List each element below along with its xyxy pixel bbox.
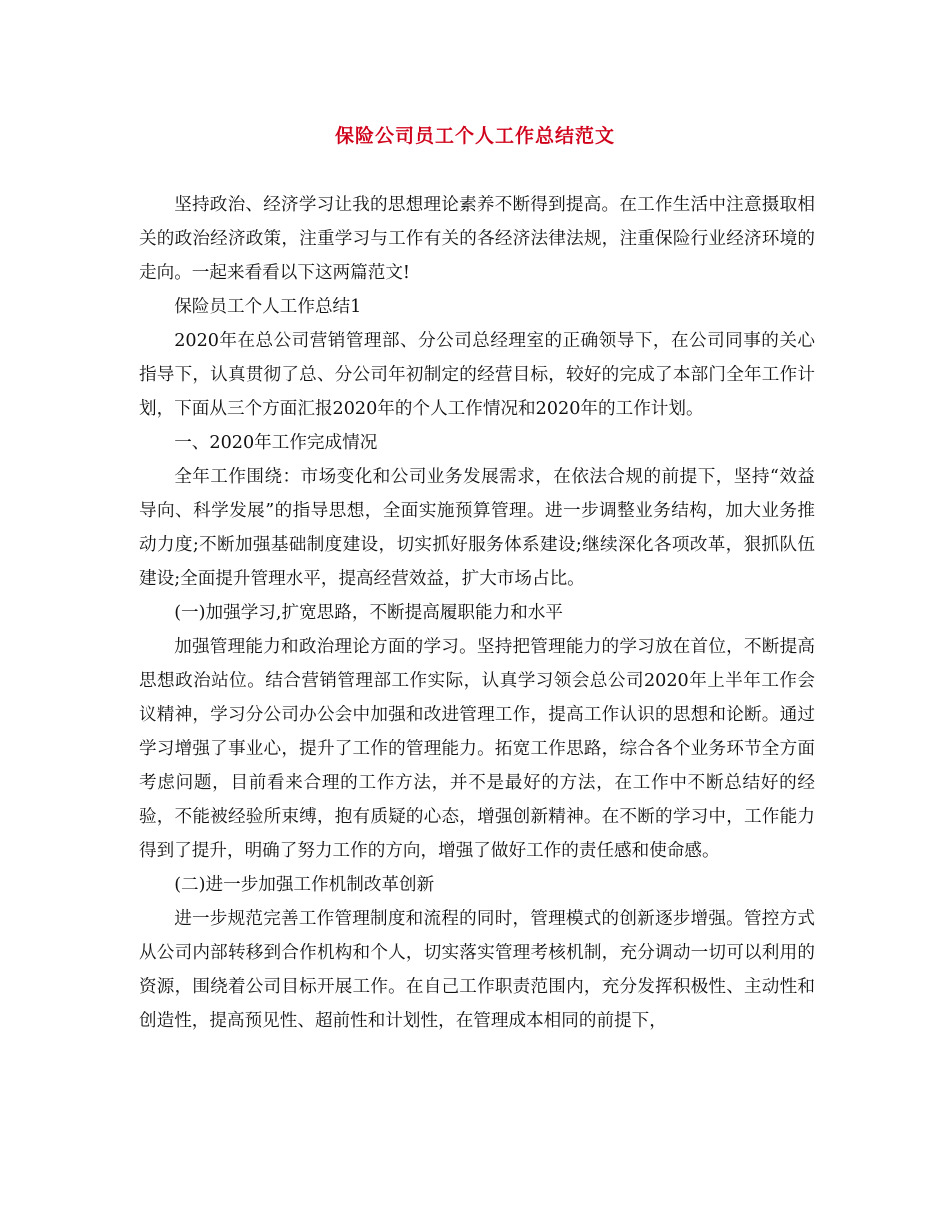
paragraph: 全年工作围绕：市场变化和公司业务发展需求，在依法合规的前提下，坚持“效益导向、科学发展”的指导思想，全面实施预算管理。进一步调整业务结构，加大业务推动力度;不断加强基础制度建设，切实抓好服务体系建设;继续深化各项改革，狠抓队伍建设;全面提升管理水平，提高经营效益，扩大市场占比。	[139, 467, 815, 589]
paragraph-heading-1: 一、2020年工作完成情况	[174, 433, 378, 453]
paragraph: 进一步规范完善工作管理制度和流程的同时，管理模式的创新逐步增强。管控方式从公司内部转移到合作机构和个人，切实落实管理考核机制，充分调动一切可以利用的资源，围绕着公司目标开展工作。在自己工作职责范围内，充分发挥积极性、主动性和创造性，提高预见性、超前性和计划性，在管理成本相同的前提下，	[139, 909, 815, 1031]
document-body	[139, 188, 815, 1038]
paragraph-subheading-1: (一)加强学习,扩宽思路，不断提高履职能力和水平	[174, 603, 563, 623]
paragraph-section-heading: 保险员工个人工作总结1	[174, 297, 362, 317]
paragraph: 2020年在总公司营销管理部、分公司总经理室的正确领导下，在公司同事的关心指导下，认真贯彻了总、分公司年初制定的经营目标，较好的完成了本部门全年工作计划，下面从三个方面汇报2020年的个人工作情况和2020年的工作计划。	[139, 331, 815, 419]
paragraph: 加强管理能力和政治理论方面的学习。坚持把管理能力的学习放在首位，不断提高思想政治站位。结合营销管理部工作实际，认真学习领会总公司2020年上半年工作会议精神，学习分公司办公会中加强和改进管理工作，提高工作认识的思想和论断。通过学习增强了事业心，提升了工作的管理能力。拓宽工作思路，综合各个业务环节全方面考虑问题，目前看来合理的工作方法，并不是最好的方法，在工作中不断总结好的经验，不能被经验所束缚，抱有质疑的心态，增强创新精神。在不断的学习中，工作能力得到了提升，明确了努力工作的方向，增强了做好工作的责任感和使命感。	[139, 637, 815, 861]
document-title: 保险公司员工个人工作总结范文	[334, 125, 615, 147]
paragraph-subheading-2: (二)进一步加强工作机制改革创新	[174, 875, 435, 895]
paragraph-intro: 坚持政治、经济学习让我的思想理论素养不断得到提高。在工作生活中注意摄取相关的政治经济政策，注重学习与工作有关的各经济法律法规，注重保险行业经济环境的走向。一起来看看以下这两篇范文!	[139, 195, 815, 283]
